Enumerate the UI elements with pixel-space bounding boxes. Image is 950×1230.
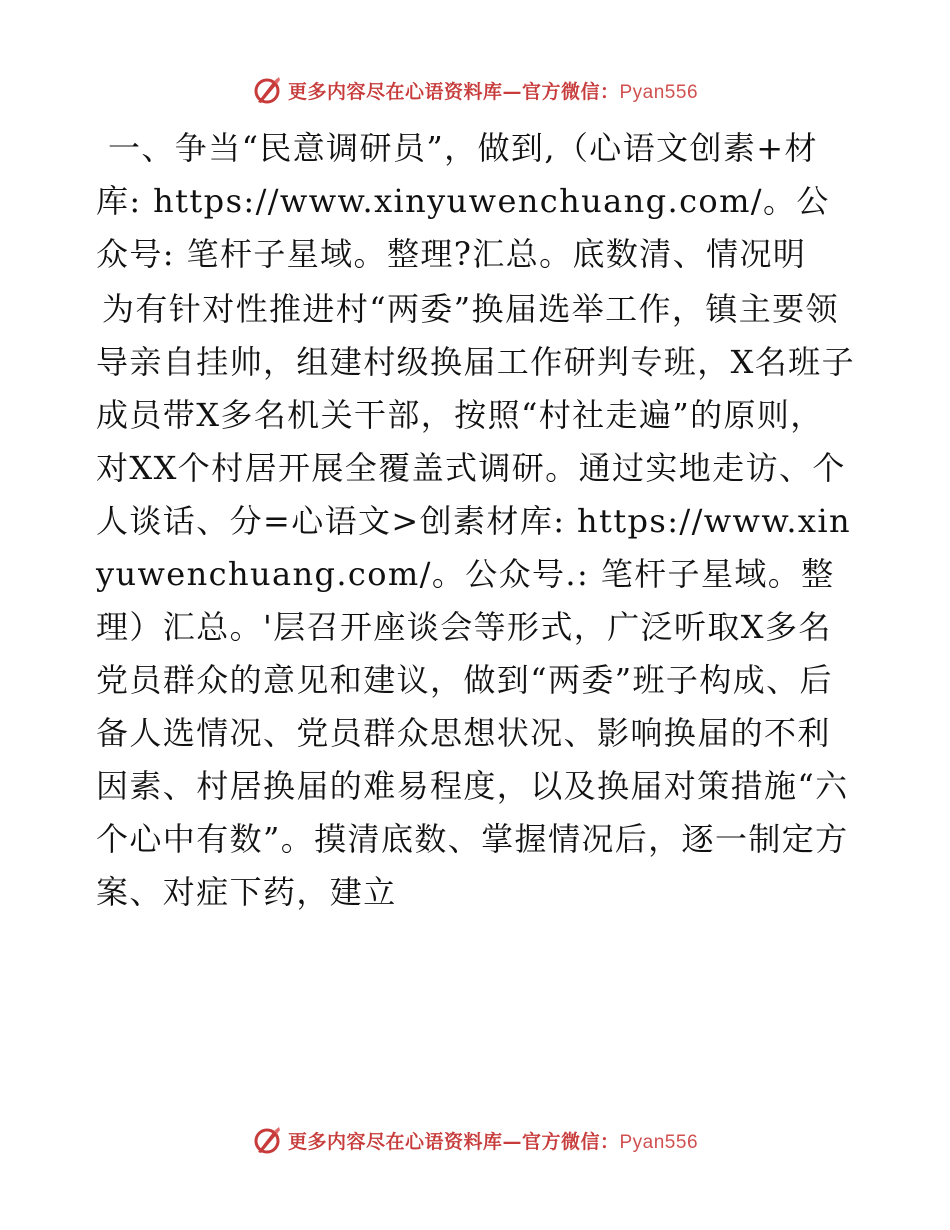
document-body bbox=[96, 122, 856, 919]
quill-pen-logo-icon bbox=[252, 1125, 282, 1155]
watermark-text: 更多内容尽在心语资料库—官方微信：Pyan556 bbox=[287, 1130, 699, 1153]
header-watermark bbox=[0, 70, 950, 110]
quill-pen-logo-icon bbox=[252, 75, 282, 105]
watermark-text: 更多内容尽在心语资料库—官方微信：Pyan556 bbox=[287, 80, 699, 103]
section-heading: 一、争当“民意调研员”，做到,（心语文创素+材库: https://www.xinyuwenchuang.com/。公众号: 笔杆子星域。整理?汇总。底数清、情况明 bbox=[96, 129, 830, 273]
footer-watermark bbox=[0, 1120, 950, 1160]
body-paragraph: 为有针对性推进村“两委”换届选举工作，镇主要领导亲自挂帅，组建村级换届工作研判专班，X名班子成员带X多名机关干部，按照“村社走遍”的原则，对XX个村居开展全覆盖式调研。通过实地走访、个人谈话、分=心语文>创素材库: https://www.xinyuwenchuang.com/。公众号.: 笔杆子星域。整理）汇总。'层召开座谈会等形式，广泛听取X多名党员群众的意见和建议，做到“两委”班子构成、后备人选情况、党员群众思想状况、影响换届的不利因素、村居换届的难易程度，以及换届对策措施“六个心中有数”。摸清底数、掌握情况后，逐一制定方案、对症下药，建立 bbox=[96, 290, 855, 911]
